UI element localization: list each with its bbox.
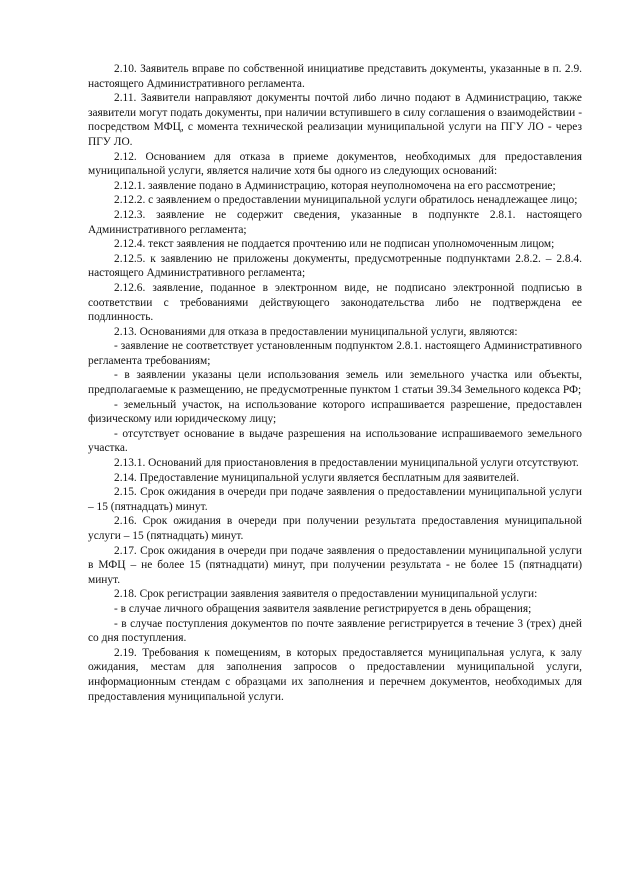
paragraph-2-12-2: 2.12.2. с заявлением о предоставлении муниципальной услуги обратилось ненадлежащее лицо; (114, 194, 578, 207)
paragraph-2-10: 2.10. Заявитель вправе по собственной инициативе представить документы, указанные в п. 2.9. настоящего Административного регламента. (88, 63, 582, 90)
paragraph-2-12: 2.12. Основанием для отказа в приеме документов, необходимых для предоставления муниципальной услуги, является наличие хотя бы одного из следующих оснований: (88, 150, 582, 178)
paragraph-2-19: 2.19. Требования к помещениям, в которых предоставляется муниципальная услуга, к залу ожидания, местам для заполнения запросов о предоставлении муниципальной услуги, информационным стендам с образцами их заполнения и перечнем документов, необходимых для предоставления муниципальной услуги. (88, 646, 582, 703)
paragraph-2-11: 2.11. Заявители направляют документы почтой либо лично подают в Администрацию, также заявители могут подать документы, при наличии вступившего в силу соглашения о взаимодействии - посредством МФЦ, с момента технической реализации муниципальной услуги на ПГУ ЛО - через ПГУ ЛО. (88, 92, 582, 148)
refusal-ground-2: - в заявлении указаны цели использования земель или земельного участка или объекты, предполагаемые к размещению, не предусмотренные пунктом 1 статьи 39.34 Земельного кодекса РФ; (88, 369, 582, 397)
paragraph-2-14: 2.14. Предоставление муниципальной услуги является бесплатным для заявителей. (114, 471, 520, 484)
paragraph-2-16: 2.16. Срок ожидания в очереди при получении результата предоставления муниципальной услуги – 15 (пятнадцать) минут. (88, 515, 582, 542)
registration-case-personal: - в случае личного обращения заявителя заявление регистрируется в день обращения; (114, 602, 532, 615)
paragraph-2-12-4: 2.12.4. текст заявления не поддается прочтению или не подписан уполномоченным лицом; (114, 238, 555, 251)
paragraph-2-15: 2.15. Срок ожидания в очереди при подаче заявления о предоставлении муниципальной услуги – 15 (пятнадцать) минут. (88, 486, 582, 513)
paragraph-2-12-3: 2.12.3. заявление не содержит сведения, указанные в подпункте 2.8.1. настоящего Административного регламента; (88, 208, 582, 236)
paragraph-2-13: 2.13. Основаниями для отказа в предоставлении муниципальной услуги, являются: (114, 325, 518, 338)
paragraph-2-12-5: 2.12.5. к заявлению не приложены документы, предусмотренные подпунктами 2.8.2. – 2.8.4. настоящего Административного регламента; (88, 252, 582, 280)
paragraph-2-13-1: 2.13.1. Оснований для приостановления в предоставлении муниципальной услуги отсутствуют. (114, 457, 579, 470)
paragraph-2-12-1: 2.12.1. заявление подано в Администрацию, которая неуполномочена на его рассмотрение; (114, 179, 556, 192)
registration-case-mail: - в случае поступления документов по почте заявление регистрируется в течение 3 (трех) дней со дня поступления. (88, 617, 582, 645)
refusal-ground-3: - земельный участок, на использование которого испрашивается разрешение, предоставлен физическому или юридическому лицу; (88, 398, 582, 426)
paragraph-2-12-6: 2.12.6. заявление, поданное в электронном виде, не подписано электронной подписью в соответствии с требованиями действующего законодательства либо не подтверждена ее подлинность. (88, 281, 582, 324)
paragraph-2-17: 2.17. Срок ожидания в очереди при подаче заявления о предоставлении муниципальной услуги в МФЦ – не более 15 (пятнадцати) минут, при получении результата - не более 15 (пятнадцати) минут. (88, 544, 582, 586)
refusal-ground-1: - заявление не соответствует установленным подпунктом 2.8.1. настоящего Административного регламента требованиям; (88, 340, 582, 367)
paragraph-2-18: 2.18. Срок регистрации заявления заявителя о предоставлении муниципальной услуги: (114, 588, 538, 601)
refusal-ground-4: - отсутствует основание в выдаче разрешения на использование испрашиваемого земельного участка. (88, 427, 582, 455)
